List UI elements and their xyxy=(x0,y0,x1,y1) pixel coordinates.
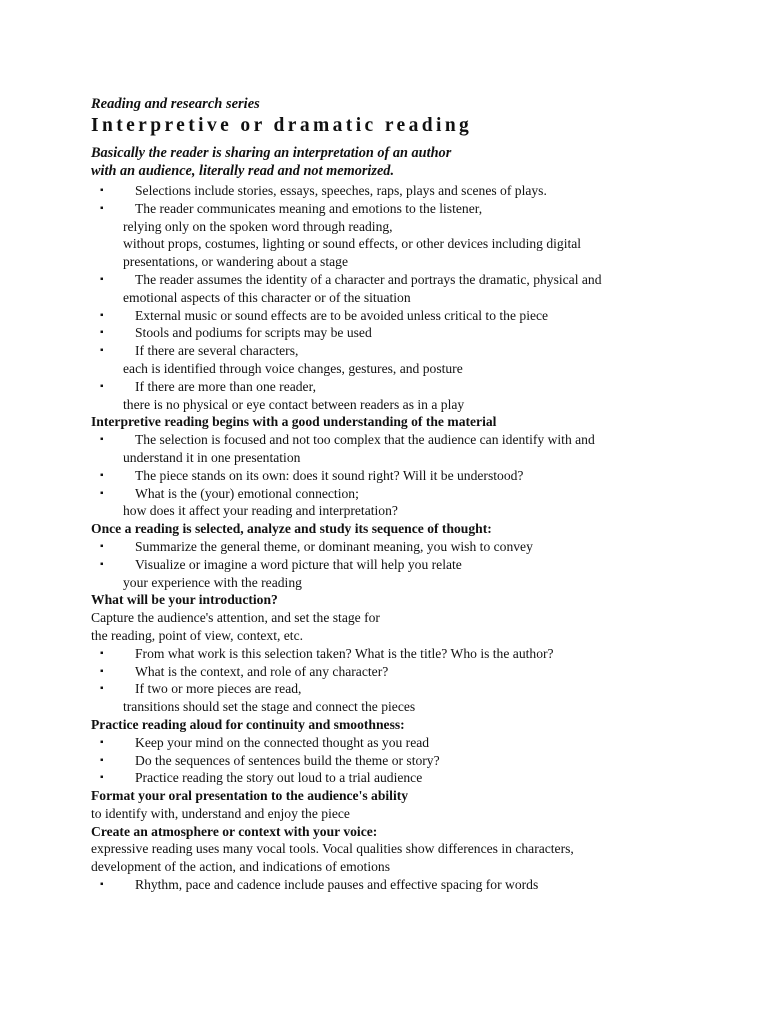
section-heading: Once a reading is selected, analyze and study its sequence of thought: xyxy=(91,521,492,537)
bullet-item xyxy=(91,538,711,556)
bullet-item xyxy=(91,556,711,574)
bullet-text: The piece stands on its own: does it sound right? Will it be understood? xyxy=(135,467,524,483)
bullet-item xyxy=(91,307,711,325)
body-text: expressive reading uses many vocal tools. Vocal qualities show differences in characters, xyxy=(91,841,574,857)
bullet-item xyxy=(91,876,711,894)
section-heading: Create an atmosphere or context with your voice: xyxy=(91,823,378,839)
bullet-item xyxy=(91,342,711,360)
bullet-item xyxy=(91,734,711,752)
bullet-marker-icon: ▪ xyxy=(100,185,104,196)
section-heading: Practice reading aloud for continuity and smoothness: xyxy=(91,716,405,732)
bullet-text: If two or more pieces are read, xyxy=(135,681,302,697)
bullet-text: What is the (your) emotional connection; xyxy=(135,485,359,501)
bullet-item xyxy=(91,663,711,681)
bullet-marker-icon: ▪ xyxy=(100,469,104,481)
bullet-marker-icon: ▪ xyxy=(100,487,104,499)
bullet-item xyxy=(91,645,711,663)
bullet-marker-icon: ▪ xyxy=(100,380,104,392)
bullet-marker-icon: ▪ xyxy=(100,665,104,677)
bullet-text: From what work is this selection taken? What is the title? Who is the author? xyxy=(135,645,554,661)
bullet-item xyxy=(91,467,711,485)
bullet-text: Summarize the general theme, or dominant meaning, you wish to convey xyxy=(135,538,533,554)
bullet-continuation: understand it in one presentation xyxy=(123,449,301,465)
bullet-item xyxy=(91,769,711,787)
bullet-marker-icon: ▪ xyxy=(100,736,104,748)
bullet-marker-icon: ▪ xyxy=(100,647,104,659)
bullet-marker-icon: ▪ xyxy=(100,434,104,446)
body-text: Capture the audience's attention, and set the stage for xyxy=(91,610,380,626)
subtitle-line: with an audience, literally read and not memorized. xyxy=(91,163,395,179)
bullet-marker-icon: ▪ xyxy=(100,273,104,285)
subtitle-line: Basically the reader is sharing an interpretation of an author xyxy=(91,145,452,161)
bullet-item xyxy=(91,200,711,218)
bullet-item xyxy=(91,324,711,342)
section-heading: Interpretive reading begins with a good understanding of the material xyxy=(91,414,497,430)
bullet-continuation: presentations, or wandering about a stage xyxy=(123,254,348,270)
document-page xyxy=(91,95,711,894)
bullet-text: Do the sequences of sentences build the theme or story? xyxy=(135,752,440,768)
bullet-continuation: emotional aspects of this character or of the situation xyxy=(123,289,411,305)
bullet-item xyxy=(91,752,711,770)
bullet-text: If there are several characters, xyxy=(135,343,299,359)
bullet-marker-icon: ▪ xyxy=(100,879,104,891)
bullet-text: Visualize or imagine a word picture that will help you relate xyxy=(135,556,462,572)
body-text: development of the action, and indications of emotions xyxy=(91,859,390,875)
bullet-item xyxy=(91,680,711,698)
bullet-marker-icon: ▪ xyxy=(100,540,104,552)
bullet-marker-icon: ▪ xyxy=(100,345,104,357)
bullet-item xyxy=(91,431,711,449)
bullet-text: Rhythm, pace and cadence include pauses and effective spacing for words xyxy=(135,877,539,893)
bullet-item xyxy=(91,182,711,200)
body-text: the reading, point of view, context, etc. xyxy=(91,627,304,643)
series-label: Reading and research series xyxy=(91,96,260,112)
bullet-text: Selections include stories, essays, speeches, raps, plays and scenes of plays. xyxy=(135,183,547,198)
bullet-continuation: relying only on the spoken word through reading, xyxy=(123,218,393,234)
bullet-text: The reader communicates meaning and emotions to the listener, xyxy=(135,200,483,216)
body-text: to identify with, understand and enjoy the piece xyxy=(91,805,350,821)
bullet-marker-icon: ▪ xyxy=(100,309,104,321)
bullet-marker-icon: ▪ xyxy=(100,202,104,214)
bullet-marker-icon: ▪ xyxy=(100,754,104,766)
document-subtitle xyxy=(91,144,711,180)
bullet-text: The reader assumes the identity of a character and portrays the dramatic, physical and xyxy=(135,271,602,287)
content-list xyxy=(91,182,711,894)
bullet-item xyxy=(91,378,711,396)
section-heading: What will be your introduction? xyxy=(91,592,278,608)
bullet-continuation: how does it affect your reading and interpretation? xyxy=(123,503,398,519)
section-heading: Format your oral presentation to the audience's ability xyxy=(91,788,409,804)
bullet-marker-icon: ▪ xyxy=(100,683,104,695)
bullet-marker-icon: ▪ xyxy=(100,772,104,784)
bullet-item xyxy=(91,271,711,289)
bullet-text: If there are more than one reader, xyxy=(135,378,316,394)
bullet-continuation: transitions should set the stage and connect the pieces xyxy=(123,699,416,715)
bullet-text: What is the context, and role of any character? xyxy=(135,663,389,679)
bullet-continuation: your experience with the reading xyxy=(123,574,302,590)
bullet-marker-icon: ▪ xyxy=(100,558,104,570)
bullet-continuation: each is identified through voice changes, gestures, and posture xyxy=(123,360,463,376)
bullet-marker-icon: ▪ xyxy=(100,327,104,339)
bullet-continuation: there is no physical or eye contact between readers as in a play xyxy=(123,396,465,412)
bullet-item xyxy=(91,485,711,503)
bullet-text: The selection is focused and not too complex that the audience can identify with and xyxy=(135,432,595,448)
bullet-text: Keep your mind on the connected thought as you read xyxy=(135,734,430,750)
bullet-continuation: without props, costumes, lighting or sound effects, or other devices including digital xyxy=(123,236,582,252)
bullet-text: Practice reading the story out loud to a trial audience xyxy=(135,770,423,786)
document-title: Interpretive or dramatic reading xyxy=(91,115,473,136)
bullet-text: External music or sound effects are to be avoided unless critical to the piece xyxy=(135,307,549,323)
bullet-text: Stools and podiums for scripts may be used xyxy=(135,325,372,341)
